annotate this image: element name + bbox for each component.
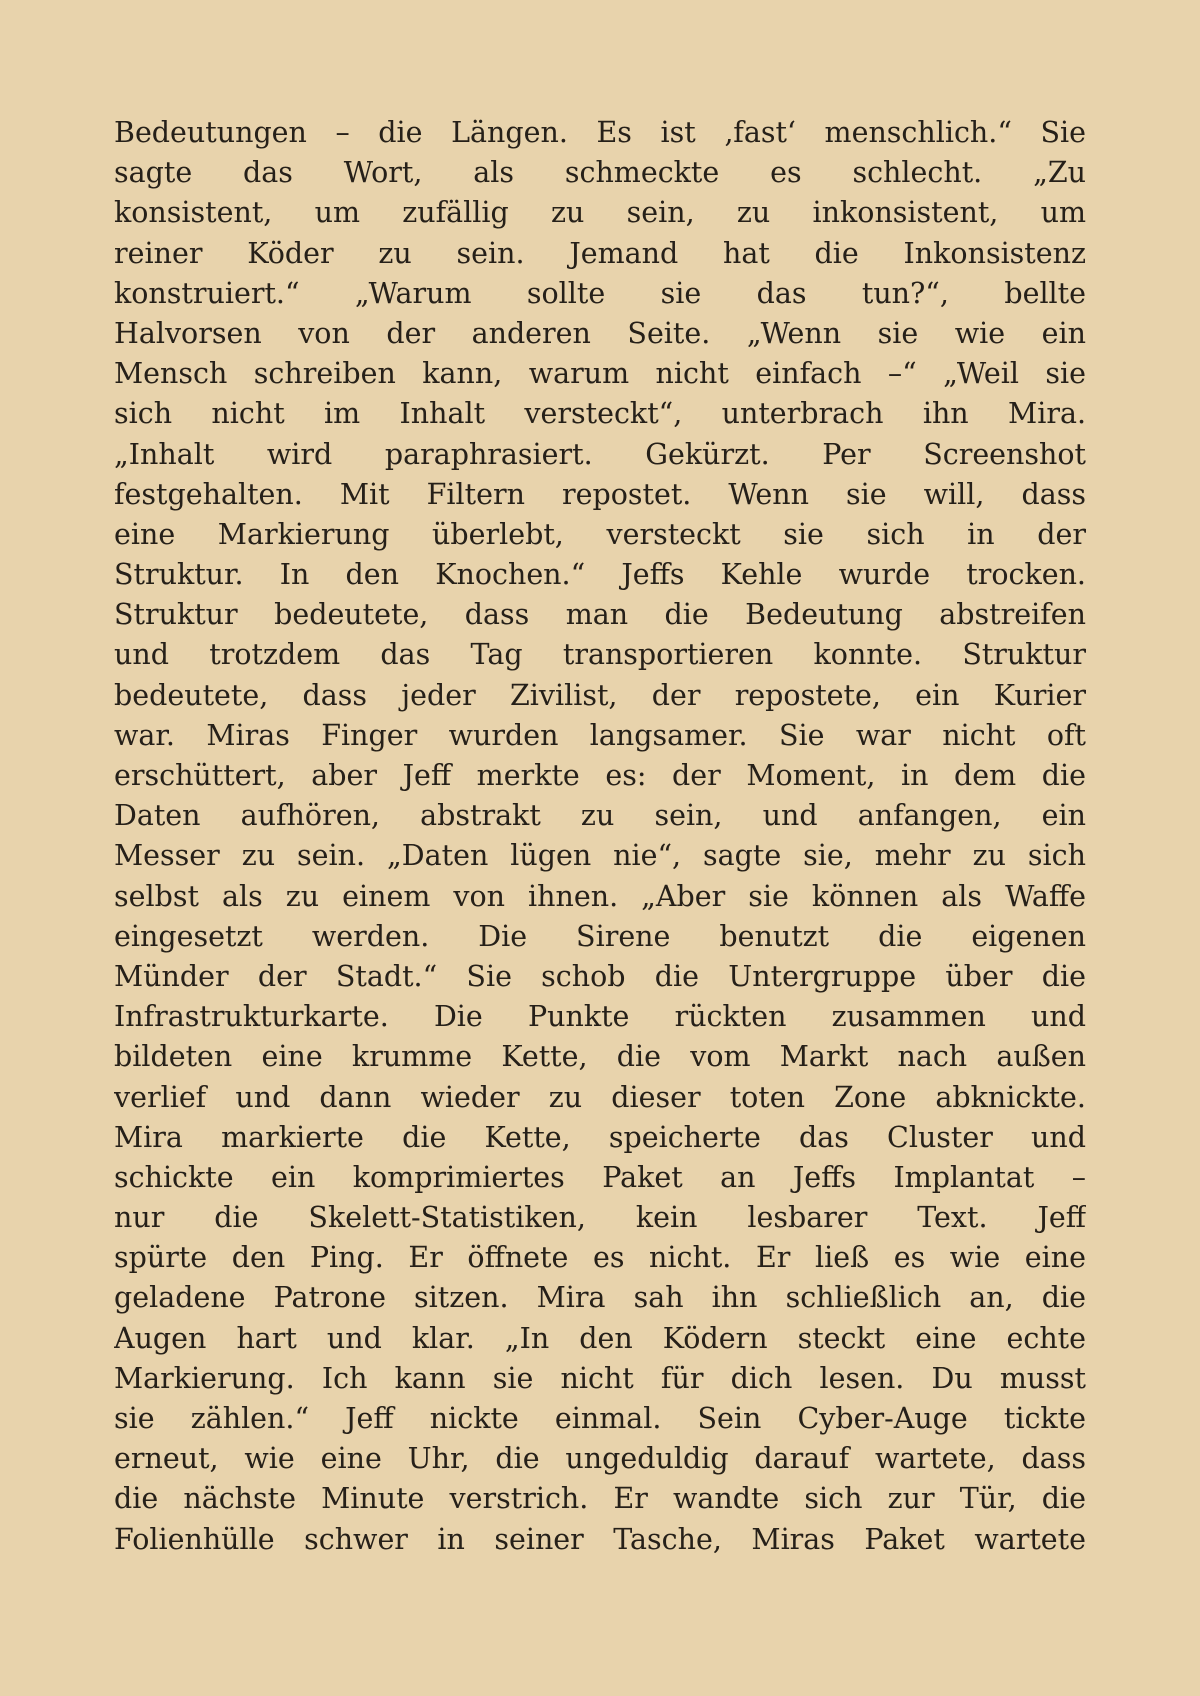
text-line: Augen hart und klar. „In den Ködern steckt eine echte	[114, 1321, 1086, 1355]
text-line: Infrastrukturkarte. Die Punkte rückten zusammen und	[114, 1000, 1086, 1034]
text-line: konsistent, um zufällig zu sein, zu inkonsistent, um	[114, 196, 1086, 230]
text-line: Markierung. Ich kann sie nicht für dich lesen. Du musst	[114, 1361, 1086, 1395]
text-line: erschüttert, aber Jeff merkte es: der Moment, in dem die	[114, 759, 1086, 792]
text-line: verlief und dann wieder zu dieser toten Zone abknickte.	[114, 1080, 1086, 1114]
text-line: erneut, wie eine Uhr, die ungeduldig darauf wartete, dass	[114, 1442, 1086, 1476]
text-line: bedeutete, dass jeder Zivilist, der repostete, ein Kurier	[114, 678, 1086, 712]
text-line: schickte ein komprimiertes Paket an Jeffs Implantat –	[114, 1160, 1086, 1194]
text-line: sich nicht im Inhalt versteckt“, unterbrach ihn Mira.	[114, 397, 1086, 431]
text-line: war. Miras Finger wurden langsamer. Sie war nicht oft	[114, 718, 1086, 752]
text-line: sie zählen.“ Jeff nickte einmal. Sein Cyber-Auge tickte	[114, 1402, 1086, 1435]
text-line: reiner Köder zu sein. Jemand hat die Inkonsistenz	[114, 236, 1086, 270]
text-line: Halvorsen von der anderen Seite. „Wenn sie wie ein	[114, 316, 1086, 350]
text-line: konstruiert.“ „Warum sollte sie das tun?“, bellte	[114, 276, 1086, 310]
text-line: sagte das Wort, als schmeckte es schlecht. „Zu	[114, 156, 1086, 190]
text-line: Münder der Stadt.“ Sie schob die Untergruppe über die	[114, 959, 1086, 993]
text-line: Mensch schreiben kann, warum nicht einfach –“ „Weil sie	[114, 357, 1086, 391]
text-line: Struktur. In den Knochen.“ Jeffs Kehle wurde trocken.	[114, 558, 1086, 592]
text-line: selbst als zu einem von ihnen. „Aber sie können als Waffe	[114, 879, 1086, 913]
text-line: Folienhülle schwer in seiner Tasche, Miras Paket wartete	[114, 1522, 1086, 1556]
text-line: Bedeutungen – die Längen. Es ist ‚fast‘ menschlich.“ Sie	[114, 116, 1086, 149]
text-line: geladene Patrone sitzen. Mira sah ihn schließlich an, die	[114, 1281, 1086, 1315]
text-line: eingesetzt werden. Die Sirene benutzt die eigenen	[114, 919, 1086, 953]
text-line: nur die Skelett-Statistiken, kein lesbarer Text. Jeff	[114, 1201, 1086, 1235]
text-line: Messer zu sein. „Daten lügen nie“, sagte sie, mehr zu sich	[114, 839, 1086, 873]
text-line: festgehalten. Mit Filtern repostet. Wenn sie will, dass	[114, 477, 1086, 511]
text-line: Daten aufhören, abstrakt zu sein, und anfangen, ein	[114, 799, 1086, 833]
text-line: eine Markierung überlebt, versteckt sie sich in der	[114, 517, 1086, 551]
text-line: spürte den Ping. Er öffnete es nicht. Er ließ es wie eine	[114, 1241, 1086, 1275]
text-line: „Inhalt wird paraphrasiert. Gekürzt. Per Screenshot	[114, 437, 1086, 471]
text-line: Mira markierte die Kette, speicherte das Cluster und	[114, 1120, 1086, 1154]
text-line: und trotzdem das Tag transportieren konnte. Struktur	[114, 638, 1086, 672]
text-line: bildeten eine krumme Kette, die vom Markt nach außen	[114, 1040, 1086, 1074]
text-line: die nächste Minute verstrich. Er wandte sich zur Tür, die	[114, 1482, 1086, 1516]
text-line: Struktur bedeutete, dass man die Bedeutung abstreifen	[114, 598, 1086, 632]
body-text	[114, 113, 1086, 1560]
